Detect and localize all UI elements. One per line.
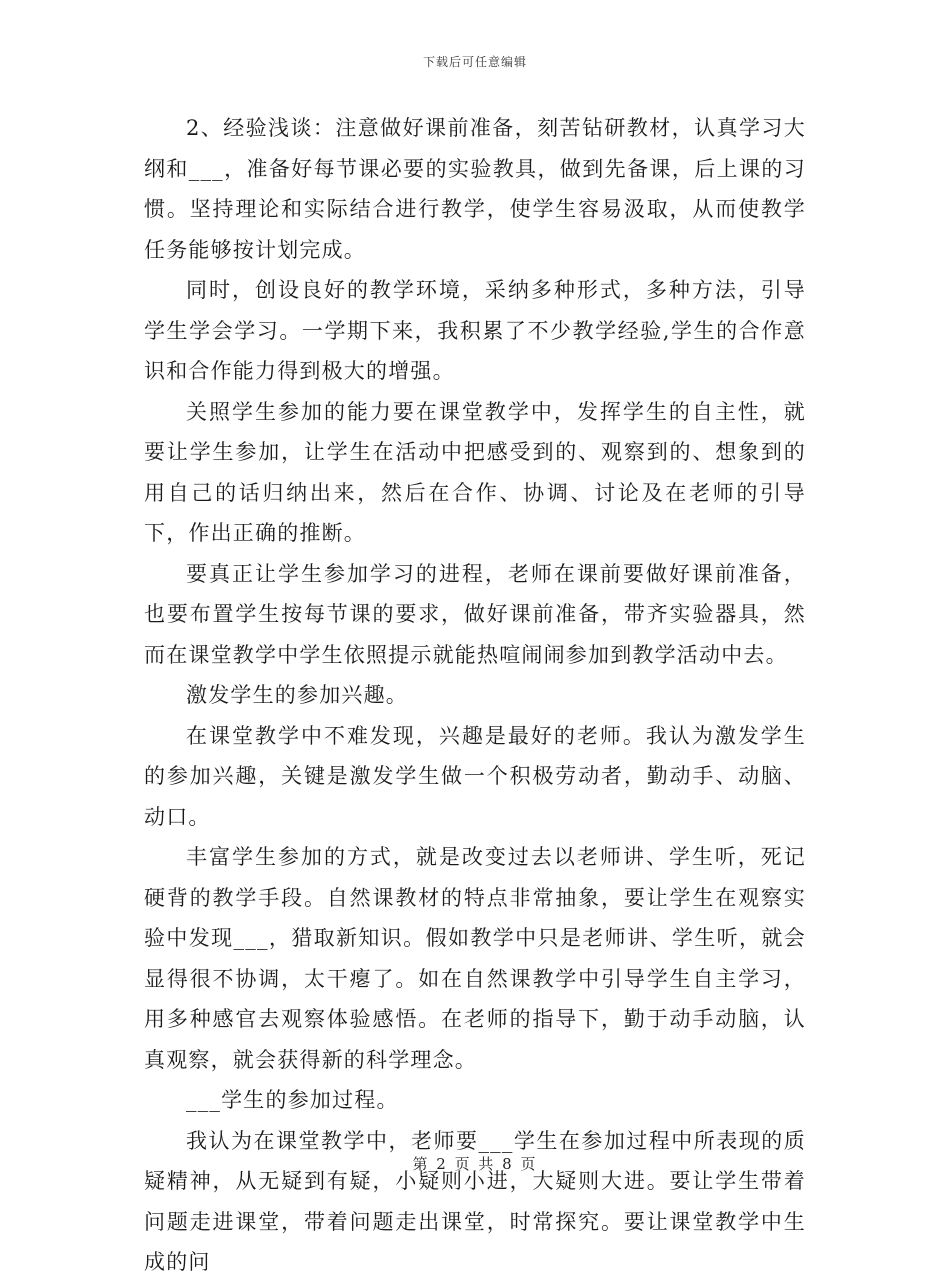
paragraph: 同时，创设良好的教学环境，采纳多种形式，多种方法，引导学生学会学习。一学期下来，我积累了不少教学经验,学生的合作意识和合作能力得到极大的增强。 <box>144 278 806 383</box>
page-header: 下载后可任意编辑 <box>422 55 527 69</box>
paragraph: 丰富学生参加的方式，就是改变过去以老师讲、学生听，死记硬背的教学手段。自然课教材的特点非常抽象，要让学生在观察实验中发现___，猎取新知识。假如教学中只是老师讲、学生听，就会显得很不协调，太干瘪了。如在自然课教学中引导学生自主学习，用多种感官去观察体验感悟。在老师的指导下，勤于动手动脑，认真观察，就会获得新的科学理念。 <box>144 845 806 1072</box>
page-number-footer: 第 2 页 共 8 页 <box>412 1155 538 1173</box>
paragraph: 要真正让学生参加学习的进程，老师在课前要做好课前准备，也要布置学生按每节课的要求，做好课前准备，带齐实验器具，然而在课堂教学中学生依照提示就能热喧闹闹参加到教学活动中去。 <box>144 561 806 667</box>
paragraph: 在课堂教学中不难发现，兴趣是最好的老师。我认为激发学生的参加兴趣，关键是激发学生做一个积极劳动者，勤动手、动脑、动口。 <box>144 723 806 829</box>
document-body <box>144 108 806 1283</box>
paragraph: 我认为在课堂教学中，老师要___学生在参加过程中所表现的质疑精神，从无疑到有疑，小疑则小进，大疑则大进。要让学生带着问题走进课堂，带着问题走出课堂，时常探究。要让课堂教学中生成的问 <box>144 1128 806 1274</box>
paragraph: 激发学生的参加兴趣。 <box>186 683 408 707</box>
paragraph: 2、经验浅谈：注意做好课前准备，刻苦钻研教材，认真学习大纲和___，准备好每节课必要的实验教具，做到先备课，后上课的习惯。坚持理论和实际结合进行教学，使学生容易汲取，从而使教学任务能够按计划完成。 <box>144 116 806 262</box>
paragraph: 关照学生参加的能力要在课堂教学中，发挥学生的自主性，就要让学生参加，让学生在活动中把感受到的、观察到的、想象到的用自己的话归纳出来，然后在合作、协调、讨论及在老师的引导下，作出正确的推断。 <box>144 399 806 545</box>
paragraph: ___学生的参加过程。 <box>186 1088 399 1112</box>
